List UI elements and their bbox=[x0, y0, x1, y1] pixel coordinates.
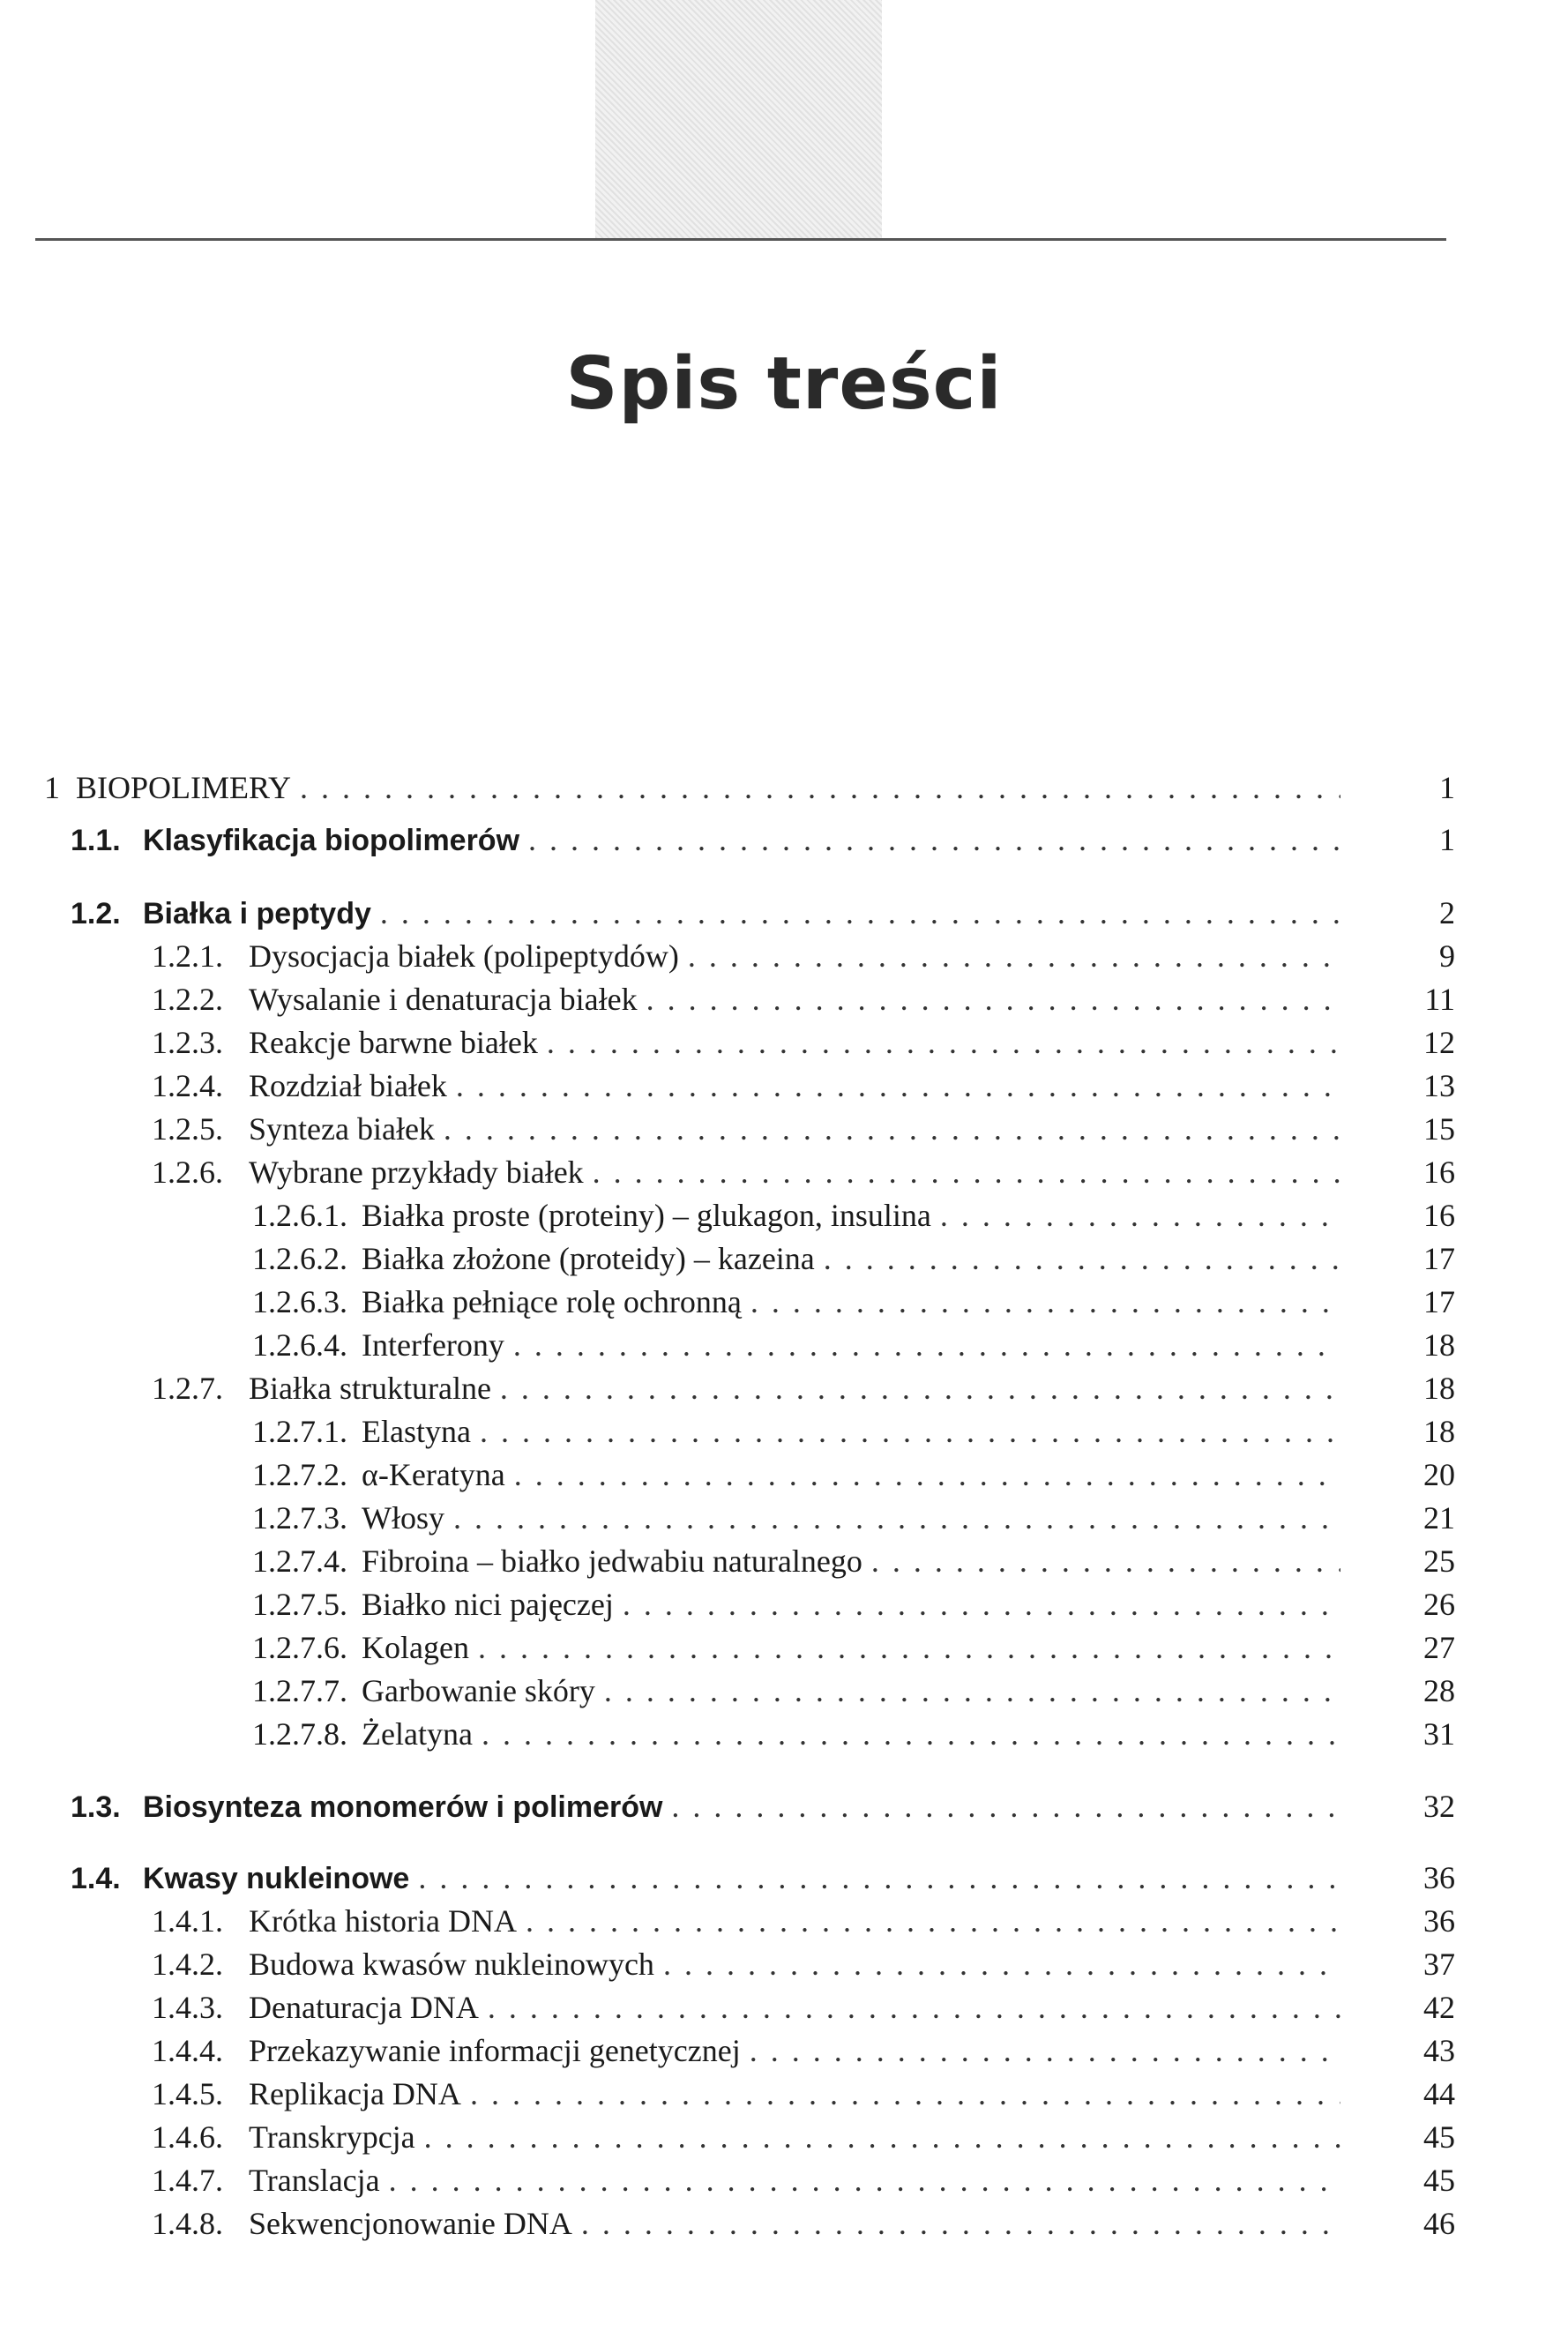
header-rule bbox=[35, 238, 1446, 241]
toc-entry-page-number: 36 bbox=[1423, 1903, 1455, 1939]
dot-leader bbox=[663, 1942, 1340, 1986]
toc-entry-page-number: 37 bbox=[1423, 1947, 1455, 1982]
dot-leader bbox=[604, 1669, 1340, 1713]
toc-entry-page-number: 28 bbox=[1423, 1673, 1455, 1708]
toc-entry[interactable] bbox=[152, 1020, 1349, 1065]
toc-entry[interactable] bbox=[71, 818, 1349, 862]
toc-entry[interactable] bbox=[152, 2201, 1349, 2246]
toc-entry-label: Rozdział białek bbox=[249, 1068, 447, 1103]
toc-entry-number: 1.2.5. bbox=[152, 1111, 223, 1147]
toc-entry-page-number: 18 bbox=[1423, 1327, 1455, 1363]
toc-entry-page-number: 27 bbox=[1423, 1630, 1455, 1665]
toc-entry-number: 1.4.3. bbox=[152, 1990, 223, 2025]
toc-entry-number: 1.2.7.7. bbox=[252, 1673, 347, 1708]
toc-entry-number: 1.2.7.2. bbox=[252, 1457, 347, 1492]
toc-entry-number: 1.2.7.3. bbox=[252, 1500, 347, 1536]
toc-entry-page-number: 17 bbox=[1423, 1284, 1455, 1319]
toc-entry-label: Replikacja DNA bbox=[249, 2076, 461, 2111]
dot-leader bbox=[750, 2029, 1340, 2073]
toc-entry-number: 1.4. bbox=[71, 1862, 121, 1895]
toc-entry[interactable] bbox=[252, 1453, 1349, 1497]
toc-entry-number: 1.2.7.8. bbox=[252, 1716, 347, 1752]
toc-entry[interactable] bbox=[152, 2029, 1349, 2073]
toc-entry-number: 1.2.6.3. bbox=[252, 1284, 347, 1319]
toc-entry-label: Kwasy nukleinowe bbox=[143, 1862, 410, 1895]
dot-leader bbox=[500, 1366, 1340, 1410]
toc-entry-label: Garbowanie skóry bbox=[362, 1673, 595, 1708]
toc-entry-number: 1.2.4. bbox=[152, 1068, 223, 1103]
toc-entry-page-number: 31 bbox=[1423, 1716, 1455, 1752]
toc-entry-number: 1.4.6. bbox=[152, 2119, 223, 2155]
toc-entry[interactable] bbox=[252, 1539, 1349, 1583]
toc-entry-label: Translacja bbox=[249, 2163, 380, 2198]
toc-entry-number: 1.2. bbox=[71, 897, 121, 930]
toc-entry-page-number: 21 bbox=[1423, 1500, 1455, 1536]
toc-entry[interactable] bbox=[152, 1942, 1349, 1986]
toc-entry-page-number: 46 bbox=[1423, 2206, 1455, 2241]
toc-entry-number: 1.4.5. bbox=[152, 2076, 223, 2111]
toc-entry-label: Wybrane przykłady białek bbox=[249, 1155, 584, 1190]
toc-entry[interactable] bbox=[252, 1496, 1349, 1540]
toc-entry[interactable] bbox=[152, 934, 1349, 978]
dot-leader bbox=[623, 1582, 1340, 1626]
dot-leader bbox=[671, 1784, 1340, 1828]
dot-leader bbox=[646, 977, 1340, 1021]
dot-leader bbox=[480, 1409, 1340, 1453]
toc-entry-label: Żelatyna bbox=[362, 1716, 473, 1752]
toc-entry-page-number: 1 bbox=[1439, 822, 1455, 857]
toc-entry-page-number: 13 bbox=[1423, 1068, 1455, 1103]
dot-leader bbox=[389, 2158, 1340, 2202]
toc-entry-page-number: 18 bbox=[1423, 1414, 1455, 1449]
toc-entry-page-number: 26 bbox=[1423, 1587, 1455, 1622]
dot-leader bbox=[418, 1856, 1340, 1900]
toc-entry[interactable] bbox=[252, 1193, 1349, 1237]
dot-leader bbox=[380, 891, 1340, 935]
dot-leader bbox=[526, 1899, 1340, 1943]
toc-entry[interactable] bbox=[152, 1107, 1349, 1151]
toc-entry-page-number: 16 bbox=[1423, 1155, 1455, 1190]
toc-entry-page-number: 11 bbox=[1424, 982, 1455, 1017]
toc-entry[interactable] bbox=[252, 1323, 1349, 1367]
toc-entry-label: Interferony bbox=[362, 1327, 504, 1363]
dot-leader bbox=[488, 1985, 1340, 2029]
toc-entry-number: 1.2.6.4. bbox=[252, 1327, 347, 1363]
dot-leader bbox=[482, 1712, 1340, 1756]
toc-entry[interactable] bbox=[152, 1150, 1349, 1194]
toc-entry-page-number: 9 bbox=[1439, 938, 1455, 974]
toc-entry-label: Białka pełniące rolę ochronną bbox=[362, 1284, 742, 1319]
toc-entry-number: 1.2.6.2. bbox=[252, 1241, 347, 1276]
toc-entry-page-number: 25 bbox=[1423, 1543, 1455, 1579]
toc-entry-label: Białka złożone (proteidy) – kazeina bbox=[362, 1241, 815, 1276]
toc-entry-label: Białka proste (proteiny) – glukagon, insulina bbox=[362, 1198, 931, 1233]
dot-leader bbox=[513, 1323, 1340, 1367]
dot-leader bbox=[470, 2072, 1340, 2116]
toc-entry[interactable] bbox=[71, 891, 1349, 935]
dot-leader bbox=[300, 766, 1340, 810]
toc-entry-label: Synteza białek bbox=[249, 1111, 435, 1147]
dot-leader bbox=[871, 1539, 1340, 1583]
toc-entry-number: 1.2.7.6. bbox=[252, 1630, 347, 1665]
toc-entry-label: Fibroina – białko jedwabiu naturalnego bbox=[362, 1543, 862, 1579]
toc-entry[interactable] bbox=[252, 1409, 1349, 1453]
toc-entry[interactable] bbox=[252, 1582, 1349, 1626]
toc-entry[interactable] bbox=[152, 1985, 1349, 2029]
toc-entry-label: Budowa kwasów nukleinowych bbox=[249, 1947, 654, 1982]
toc-entry-page-number: 18 bbox=[1423, 1371, 1455, 1406]
dot-leader bbox=[593, 1150, 1340, 1194]
toc-entry[interactable] bbox=[152, 2072, 1349, 2116]
dot-leader bbox=[478, 1625, 1340, 1670]
dot-leader bbox=[424, 2115, 1340, 2159]
toc-entry-number: 1.2.1. bbox=[152, 938, 223, 974]
dot-leader bbox=[824, 1237, 1340, 1281]
toc-entry-page-number: 32 bbox=[1423, 1789, 1455, 1824]
toc-entry-number: 1.4.8. bbox=[152, 2206, 223, 2241]
dot-leader bbox=[456, 1064, 1340, 1108]
toc-entry-page-number: 20 bbox=[1423, 1457, 1455, 1492]
toc-entry-number: 1.4.2. bbox=[152, 1947, 223, 1982]
toc-entry[interactable] bbox=[252, 1669, 1349, 1713]
dot-leader bbox=[940, 1193, 1340, 1237]
toc-entry-number: 1.2.6.1. bbox=[252, 1198, 347, 1233]
toc-entry-label: Przekazywanie informacji genetycznej bbox=[249, 2033, 741, 2068]
toc-entry-label: Reakcje barwne białek bbox=[249, 1025, 538, 1060]
toc-entry-page-number: 2 bbox=[1439, 895, 1455, 930]
toc-entry-page-number: 17 bbox=[1423, 1241, 1455, 1276]
dot-leader bbox=[581, 2201, 1340, 2246]
toc-entry-page-number: 12 bbox=[1423, 1025, 1455, 1060]
toc-entry-number: 1.2.6. bbox=[152, 1155, 223, 1190]
toc-entry-label: Biosynteza monomerów i polimerów bbox=[143, 1790, 663, 1824]
dot-leader bbox=[453, 1496, 1340, 1540]
toc-entry-label: Białko nici pajęczej bbox=[362, 1587, 614, 1622]
toc-entry-page-number: 45 bbox=[1423, 2119, 1455, 2155]
toc-entry-number: 1.2.2. bbox=[152, 982, 223, 1017]
toc-entry-page-number: 1 bbox=[1439, 770, 1455, 805]
toc-entry[interactable] bbox=[44, 766, 1349, 810]
toc-entry[interactable] bbox=[152, 977, 1349, 1021]
toc-entry-page-number: 45 bbox=[1423, 2163, 1455, 2198]
dot-leader bbox=[514, 1453, 1340, 1497]
toc-entry-label: Białka strukturalne bbox=[249, 1371, 491, 1406]
toc-entry-label: Transkrypcja bbox=[249, 2119, 415, 2155]
toc-entry[interactable] bbox=[152, 1899, 1349, 1943]
toc-entry-label: Dysocjacja białek (polipeptydów) bbox=[249, 938, 679, 974]
toc-entry-page-number: 43 bbox=[1423, 2033, 1455, 2068]
toc-entry[interactable] bbox=[152, 1064, 1349, 1108]
page-title: Spis treści bbox=[565, 342, 1003, 426]
toc-entry-page-number: 16 bbox=[1423, 1198, 1455, 1233]
toc-entry-number: 1.2.7. bbox=[152, 1371, 223, 1406]
toc-entry-number: 1.2.3. bbox=[152, 1025, 223, 1060]
toc-entry-label: Klasyfikacja biopolimerów bbox=[143, 824, 520, 857]
toc-entry-number: 1.3. bbox=[71, 1790, 121, 1824]
toc-entry-label: Włosy bbox=[362, 1500, 444, 1536]
toc-entry-label: Sekwencjonowanie DNA bbox=[249, 2206, 572, 2241]
toc-entry-number: 1 bbox=[44, 770, 60, 805]
toc-entry[interactable] bbox=[71, 1856, 1349, 1900]
toc-entry-label: Krótka historia DNA bbox=[249, 1903, 517, 1939]
toc-entry-label: BIOPOLIMERY bbox=[76, 770, 292, 805]
dot-leader bbox=[528, 818, 1340, 862]
toc-entry-number: 1.2.7.4. bbox=[252, 1543, 347, 1579]
header-graphic bbox=[595, 0, 882, 238]
toc-entry[interactable] bbox=[152, 1366, 1349, 1410]
toc-entry-page-number: 44 bbox=[1423, 2076, 1455, 2111]
toc-entry[interactable] bbox=[252, 1712, 1349, 1756]
toc-entry[interactable] bbox=[71, 1784, 1349, 1828]
toc-entry-label: Wysalanie i denaturacja białek bbox=[249, 982, 638, 1017]
toc-entry[interactable] bbox=[252, 1280, 1349, 1324]
toc-entry-label: Elastyna bbox=[362, 1414, 471, 1449]
dot-leader bbox=[688, 934, 1340, 978]
toc-entry-label: Białka i peptydy bbox=[143, 897, 371, 930]
toc-entry-page-number: 42 bbox=[1423, 1990, 1455, 2025]
toc-entry-number: 1.2.7.1. bbox=[252, 1414, 347, 1449]
toc-entry-number: 1.4.1. bbox=[152, 1903, 223, 1939]
dot-leader bbox=[750, 1280, 1340, 1324]
toc-entry-number: 1.4.7. bbox=[152, 2163, 223, 2198]
toc-entry-page-number: 15 bbox=[1423, 1111, 1455, 1147]
toc-entry-label: Denaturacja DNA bbox=[249, 1990, 479, 2025]
toc-entry[interactable] bbox=[252, 1237, 1349, 1281]
dot-leader bbox=[547, 1020, 1340, 1065]
toc-entry-label: Kolagen bbox=[362, 1630, 469, 1665]
toc-entry-page-number: 36 bbox=[1423, 1860, 1455, 1895]
toc-entry[interactable] bbox=[152, 2115, 1349, 2159]
toc-entry[interactable] bbox=[152, 2158, 1349, 2202]
dot-leader bbox=[444, 1107, 1340, 1151]
toc-entry-label: α-Keratyna bbox=[362, 1457, 505, 1492]
toc-entry-number: 1.2.7.5. bbox=[252, 1587, 347, 1622]
toc-entry-number: 1.4.4. bbox=[152, 2033, 223, 2068]
toc-entry-number: 1.1. bbox=[71, 824, 121, 857]
toc-entry[interactable] bbox=[252, 1625, 1349, 1670]
